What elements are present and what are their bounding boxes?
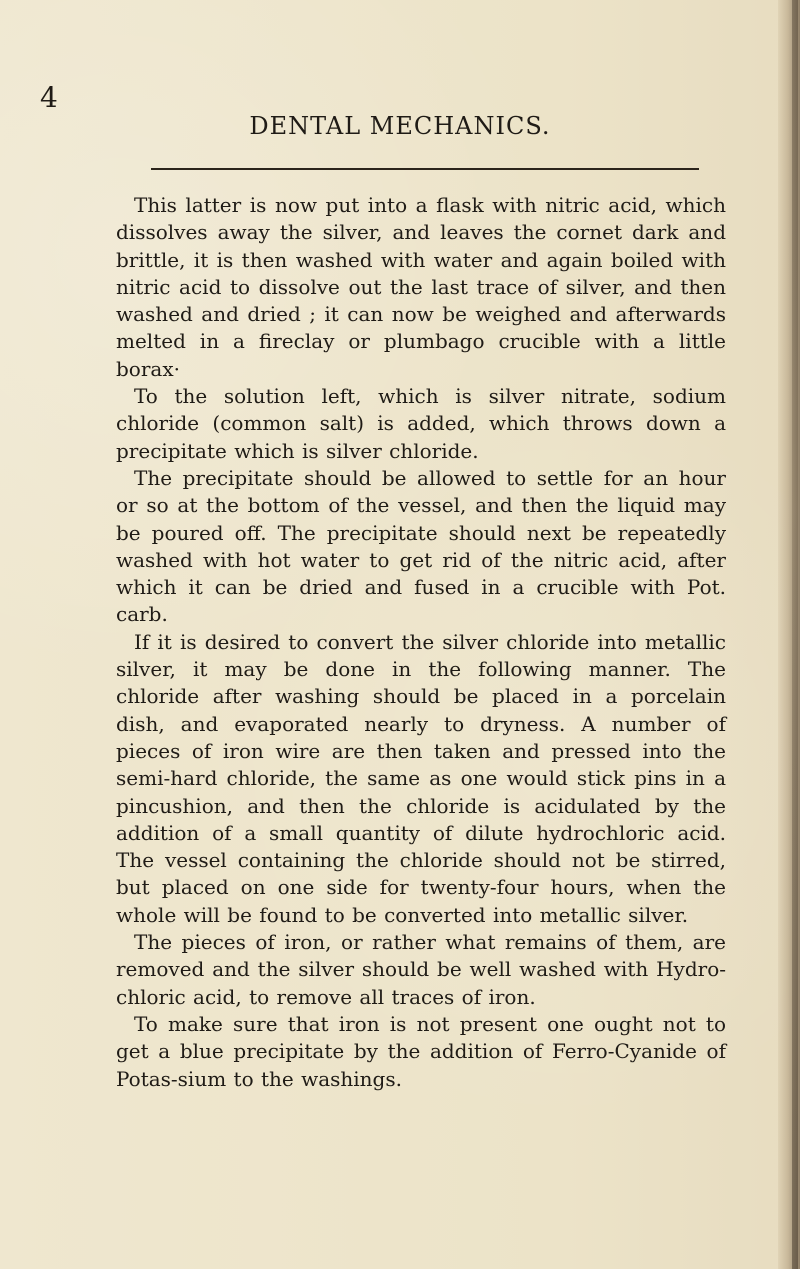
- page-gutter-shadow: [778, 0, 800, 1269]
- paragraph-3: The precipitate should be allowed to settle for an hour or so at the bottom of the vessel, and then the liquid may be poured off. The precipitate should next be repeatedly washed with hot water to get rid of the nitric acid, after which it can be dried and fused in a crucible with Pot. carb.: [116, 465, 726, 627]
- paragraph-5: The pieces of iron, or rather what remains of them, are removed and the silver should be well washed with Hydro-chloric acid, to remove all traces of iron.: [116, 930, 726, 1009]
- page-number: 4: [40, 81, 58, 114]
- paragraph-2: To the solution left, which is silver nitrate, sodium chloride (common salt) is added, which throws down a precipitate which is silver chloride.: [116, 384, 726, 463]
- paragraph-4: If it is desired to convert the silver chloride into metallic silver, it may be done in the following manner. The chloride after washing should be placed in a porcelain dish, and evaporated nearly to dryness. A number of pieces of iron wire are then taken and pressed into the semi-hard chloride, the same as one would stick pins in a pincushion, and then the chloride is acidulated by the addition of a small quantity of dilute hydrochloric acid. The vessel containing the chloride should not be stirred, but placed on one side for twenty-four hours, when the whole will be found to be converted into metallic silver.: [116, 629, 726, 927]
- paragraph-6: To make sure that iron is not present one ought not to get a blue precipitate by the addition of Ferro-Cyanide of Potas-sium to the washings.: [116, 1011, 726, 1091]
- paragraph-1: This latter is now put into a flask with nitric acid, which dissolves away the silver, and leaves the cornet dark and brittle, it is then washed with water and again boiled with nitric acid to dissolve out the last trace of silver, and then washed and dried ; it can now be weighed and afterwards melted in a fireclay or plumbago crucible with a little borax·: [116, 193, 726, 381]
- header-rule: [151, 168, 699, 170]
- body-text: [116, 192, 726, 1093]
- running-head: DENTAL MECHANICS.: [249, 112, 551, 140]
